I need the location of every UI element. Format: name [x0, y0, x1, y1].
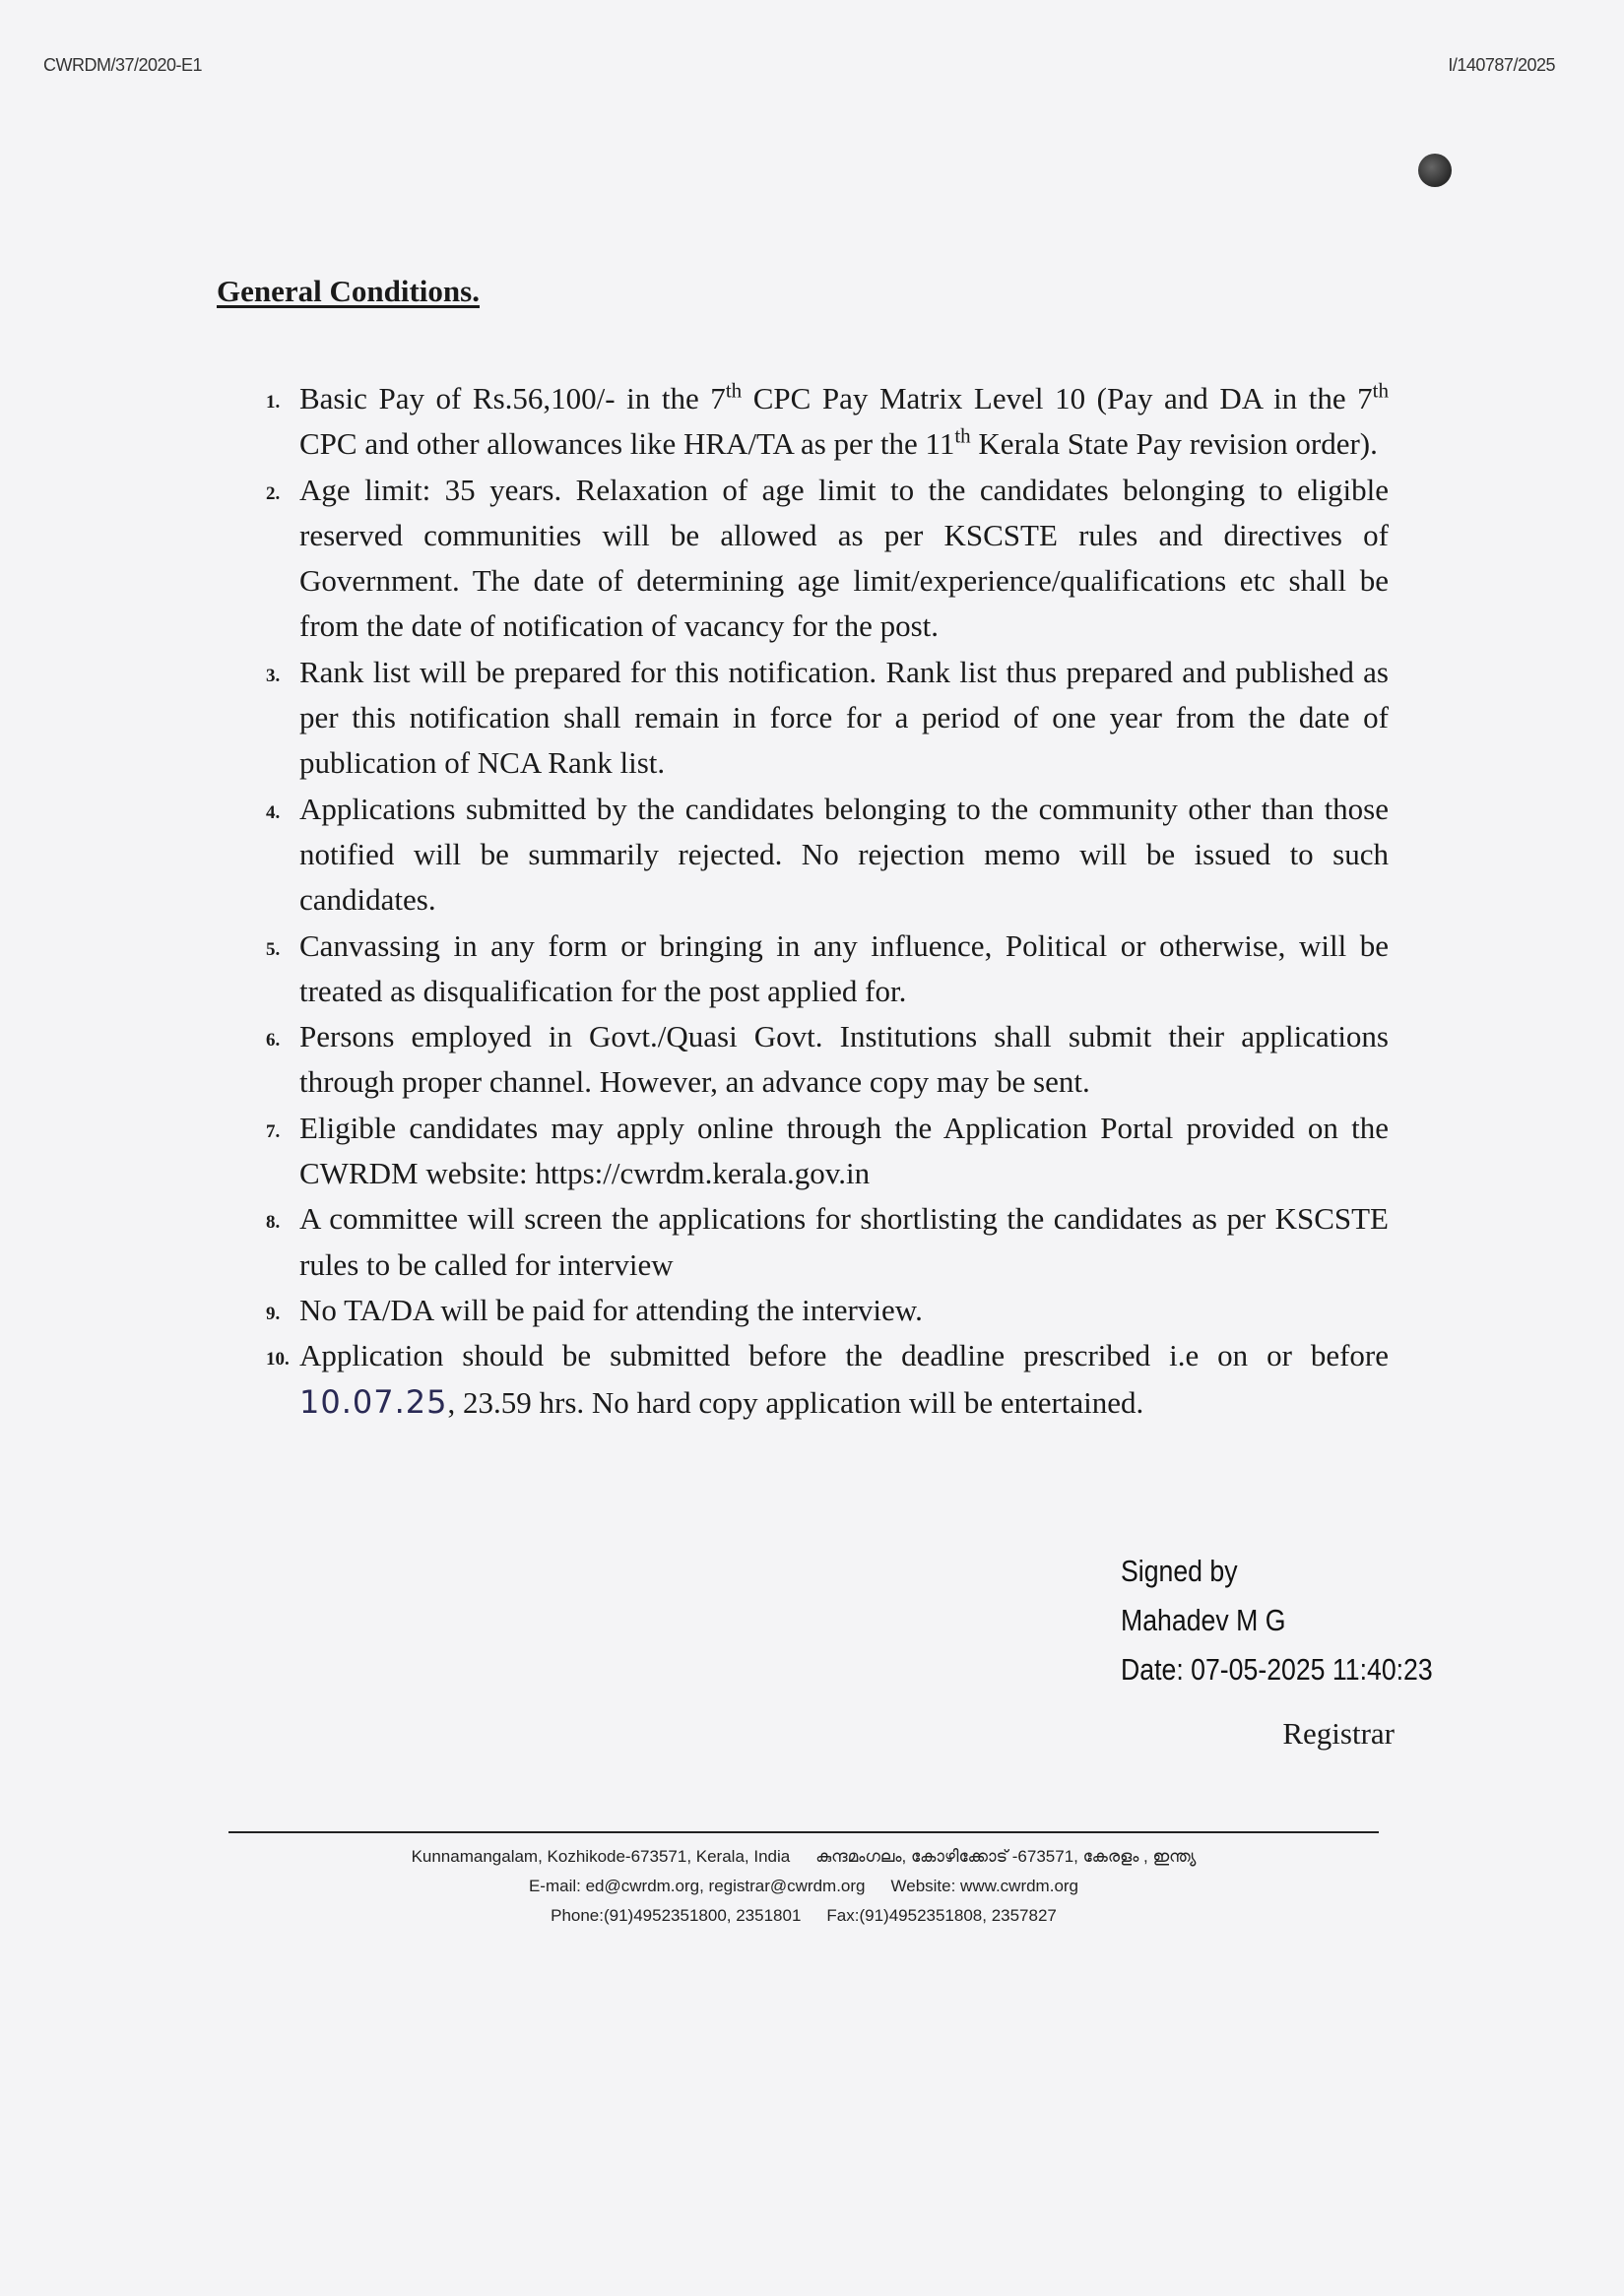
section-title: General Conditions. — [217, 274, 480, 308]
file-reference: CWRDM/37/2020-E1 — [43, 55, 203, 75]
signature-line: Signed by — [1121, 1554, 1238, 1588]
condition-item: 10. Application should be submitted before the deadline prescribed i.e on or before 10.07.25, 23.59 hrs. No hard copy application will be entertained. — [266, 1338, 1389, 1421]
condition-number: 10. — [266, 1349, 290, 1371]
condition-text: A committee will screen the applications for shortlisting the candidates as per KSCSTE rules to be called for interview — [299, 1201, 1389, 1282]
condition-number: 8. — [266, 1212, 281, 1234]
footer-phone-line — [228, 1901, 1379, 1931]
condition-number: 3. — [266, 665, 281, 686]
condition-number: 7. — [266, 1120, 281, 1142]
footer-contact-line — [228, 1872, 1379, 1901]
footer-phone: Phone:(91)4952351800, 2351801 — [551, 1906, 802, 1925]
footer-website: Website: www.cwrdm.org — [890, 1877, 1079, 1895]
condition-number: 9. — [266, 1303, 281, 1324]
condition-text: Persons employed in Govt./Quasi Govt. Institutions shall submit their applications through proper channel. However, an advance copy may be sent. — [299, 1019, 1389, 1100]
address-malayalam: കുന്ദമംഗലം, കോഴിക്കോട് -673571, കേരളം , ഇന്ത്യ — [815, 1847, 1197, 1866]
document-reference: I/140787/2025 — [1448, 55, 1555, 75]
condition-item — [266, 787, 1389, 924]
digital-signature-block — [1121, 1547, 1433, 1694]
condition-number: 2. — [266, 482, 281, 504]
conditions-list — [266, 376, 1389, 1426]
condition-item — [266, 468, 1389, 650]
signature-date: Date: 07-05-2025 11:40:23 — [1121, 1652, 1433, 1687]
punch-hole-mark — [1418, 154, 1452, 187]
condition-text: No TA/DA will be paid for attending the interview. — [299, 1292, 923, 1327]
signatory-name: Mahadev M G — [1121, 1603, 1286, 1637]
condition-number: 5. — [266, 938, 281, 960]
condition-item: 1. Basic Pay of Rs.56,100/- in the 7th CPC Pay Matrix Level 10 (Pay and DA in the 7th CPC and other allowances like HRA/TA as per the 11th Kerala State Pay revision order). — [266, 378, 1389, 462]
condition-item — [266, 1288, 1389, 1333]
condition-text: Applications submitted by the candidates belonging to the community other than those notified will be summarily rejected. No rejection memo will be issued to such candidates. — [299, 791, 1389, 918]
condition-text: Canvassing in any form or bringing in any influence, Political or otherwise, will be treated as disqualification for the post applied for. — [299, 927, 1389, 1008]
address-english: Kunnamangalam, Kozhikode-673571, Kerala, India — [411, 1847, 791, 1866]
condition-item — [266, 1196, 1389, 1288]
condition-text: Eligible candidates may apply online through the Application Portal provided on the CWRDM website: https://cwrdm.kerala.gov.in — [299, 1110, 1389, 1191]
condition-item — [266, 1014, 1389, 1106]
condition-number: 4. — [266, 801, 281, 823]
condition-item — [266, 1106, 1389, 1197]
condition-number: 1. — [266, 392, 281, 413]
condition-number: 6. — [266, 1030, 281, 1052]
condition-text: Age limit: 35 years. Relaxation of age limit to the candidates belonging to eligible reserved communities will be allowed as per KSCSTE rules and directives of Government. The date of determining age limit/experience/qualifications etc shall be from the date of notification of vacancy for the post. — [299, 472, 1389, 644]
handwritten-deadline-date: 10.07.25 — [299, 1382, 448, 1421]
condition-item — [266, 650, 1389, 787]
footer-fax: Fax:(91)4952351808, 2357827 — [826, 1906, 1057, 1925]
footer-divider — [228, 1831, 1379, 1833]
footer-address-line — [228, 1842, 1379, 1872]
condition-item — [266, 924, 1389, 1015]
footer-email: E-mail: ed@cwrdm.org, registrar@cwrdm.org — [528, 1877, 866, 1895]
footer — [228, 1842, 1379, 1931]
condition-text: Rank list will be prepared for this notification. Rank list thus prepared and published as per this notification shall remain in force for a period of one year from the date of publication of NCA Rank list. — [299, 654, 1389, 781]
designation: Registrar — [1282, 1716, 1395, 1751]
